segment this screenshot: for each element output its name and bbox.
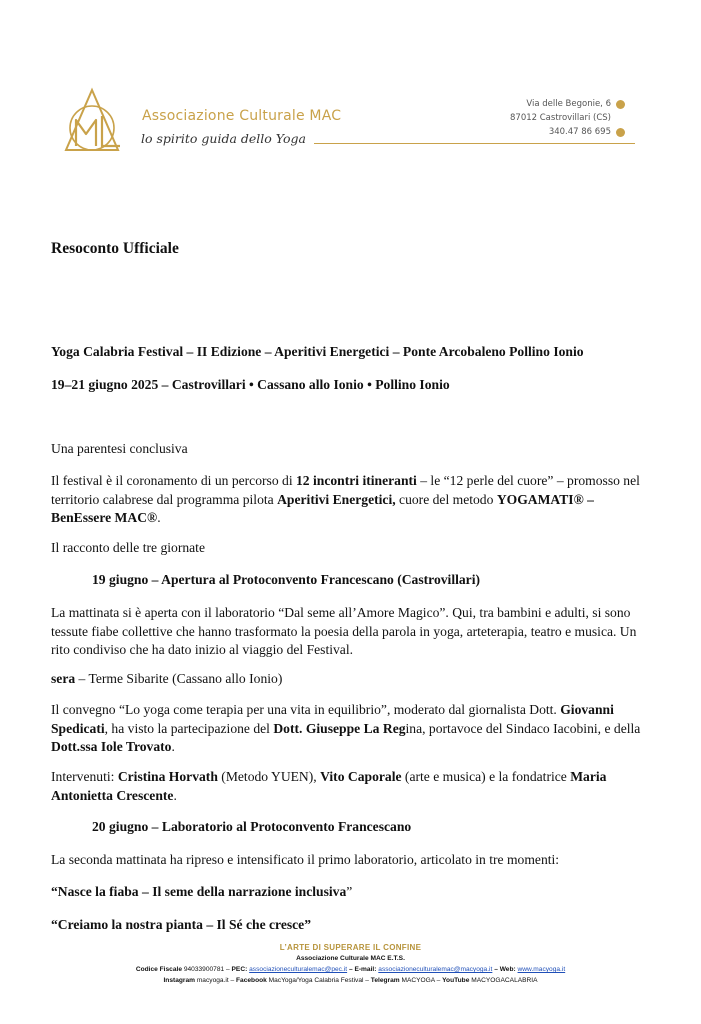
header-divider xyxy=(314,143,635,144)
moment-1: “Nasce la fiaba – Il seme della narrazione inclusiva” xyxy=(51,884,353,899)
event-line: Yoga Calabria Festival – II Edizione – Aperitivi Energetici – Ponte Arcobaleno Pollino Ionio xyxy=(51,344,584,359)
mac-logo xyxy=(62,86,140,154)
footer-contacts: Codice Fiscale 94033900781 – PEC: associazioneculturalemac@pec.it – E-mail: associazioneculturalemac@macyoga.it – Web: www.macyoga.it xyxy=(135,966,566,973)
day2-paragraph: La seconda mattinata ha ripreso e intensificato il primo laboratorio, articolato in tre momenti: xyxy=(51,852,560,867)
date-line: 19–21 giugno 2025 – Castrovillari • Cassano allo Ionio • Pollino Ionio xyxy=(51,377,450,392)
email-link[interactable]: associazioneculturalemac@macyoga.it xyxy=(378,966,493,973)
tagline: lo spirito guida dello Yoga xyxy=(141,131,306,146)
evening-line: sera – Terme Sibarite (Cassano allo Ionio) xyxy=(51,671,283,686)
pec-link[interactable]: associazioneculturalemac@pec.it xyxy=(249,966,348,973)
day1-heading: 19 giugno – Apertura al Protoconvento Francescano (Castrovillari) xyxy=(92,572,481,587)
intro-paragraph: Il festival è il coronamento di un percorso di 12 incontri itineranti – le “12 perle del cuore” – promosso nel territorio calabrese dal programma pilota Aperitivi Energetici, cuore del metodo YOGAMATI® – BenEssere MAC®. xyxy=(51,473,640,525)
day1-paragraph: La mattinata si è aperta con il laboratorio “Dal seme all’Amore Magico”. Qui, tra bambini e adulti, si sono tessute fiabe collettive che hanno trasformato la poesia della parola in yoga, arteterapia, teatro e musica. Un rito condiviso che ha dato inizio al viaggio del Festival. xyxy=(51,605,637,657)
section-intro: Una parentesi conclusiva xyxy=(51,441,188,456)
moment-2: “Creiamo la nostra pianta – Il Sé che cresce” xyxy=(51,917,312,932)
speakers-paragraph: Intervenuti: Cristina Horvath (Metodo YUEN), Vito Caporale (arte e musica) e la fondatrice Maria Antonietta Crescente. xyxy=(51,769,607,803)
footer-motto: L’ARTE DI SUPERARE IL CONFINE xyxy=(279,943,422,952)
website-link[interactable]: www.macyoga.it xyxy=(517,966,566,973)
section-three-days: Il racconto delle tre giornate xyxy=(51,540,205,555)
footer-social: Instagram macyoga.it – Facebook MacYoga/Yoga Calabria Festival – Telegram MACYOGA – YouTube MACYOGACALABRIA xyxy=(163,977,538,984)
conference-paragraph: Il convegno “Lo yoga come terapia per una vita in equilibrio”, moderato dal giornalista Dott. Giovanni Spedicati, ha visto la partecipazione del Dott. Giuseppe La Regina, portavoce del Sindaco Iacobini, e della Dott.ssa Iole Trovato. xyxy=(51,702,641,754)
org-name: Associazione Culturale MAC xyxy=(142,108,342,124)
day2-heading: 20 giugno – Laboratorio al Protoconvento Francescano xyxy=(92,819,412,834)
address-line-2: 87012 Castrovillari (CS) xyxy=(510,113,611,123)
address-line-1: Via delle Begonie, 6 xyxy=(526,99,625,109)
footer-entity: Associazione Culturale MAC E.T.S. xyxy=(296,955,405,962)
home-icon xyxy=(616,100,625,109)
phone-icon xyxy=(616,128,625,137)
phone-line: 340.47 86 695 xyxy=(549,127,625,137)
document-title: Resoconto Ufficiale xyxy=(51,240,179,257)
